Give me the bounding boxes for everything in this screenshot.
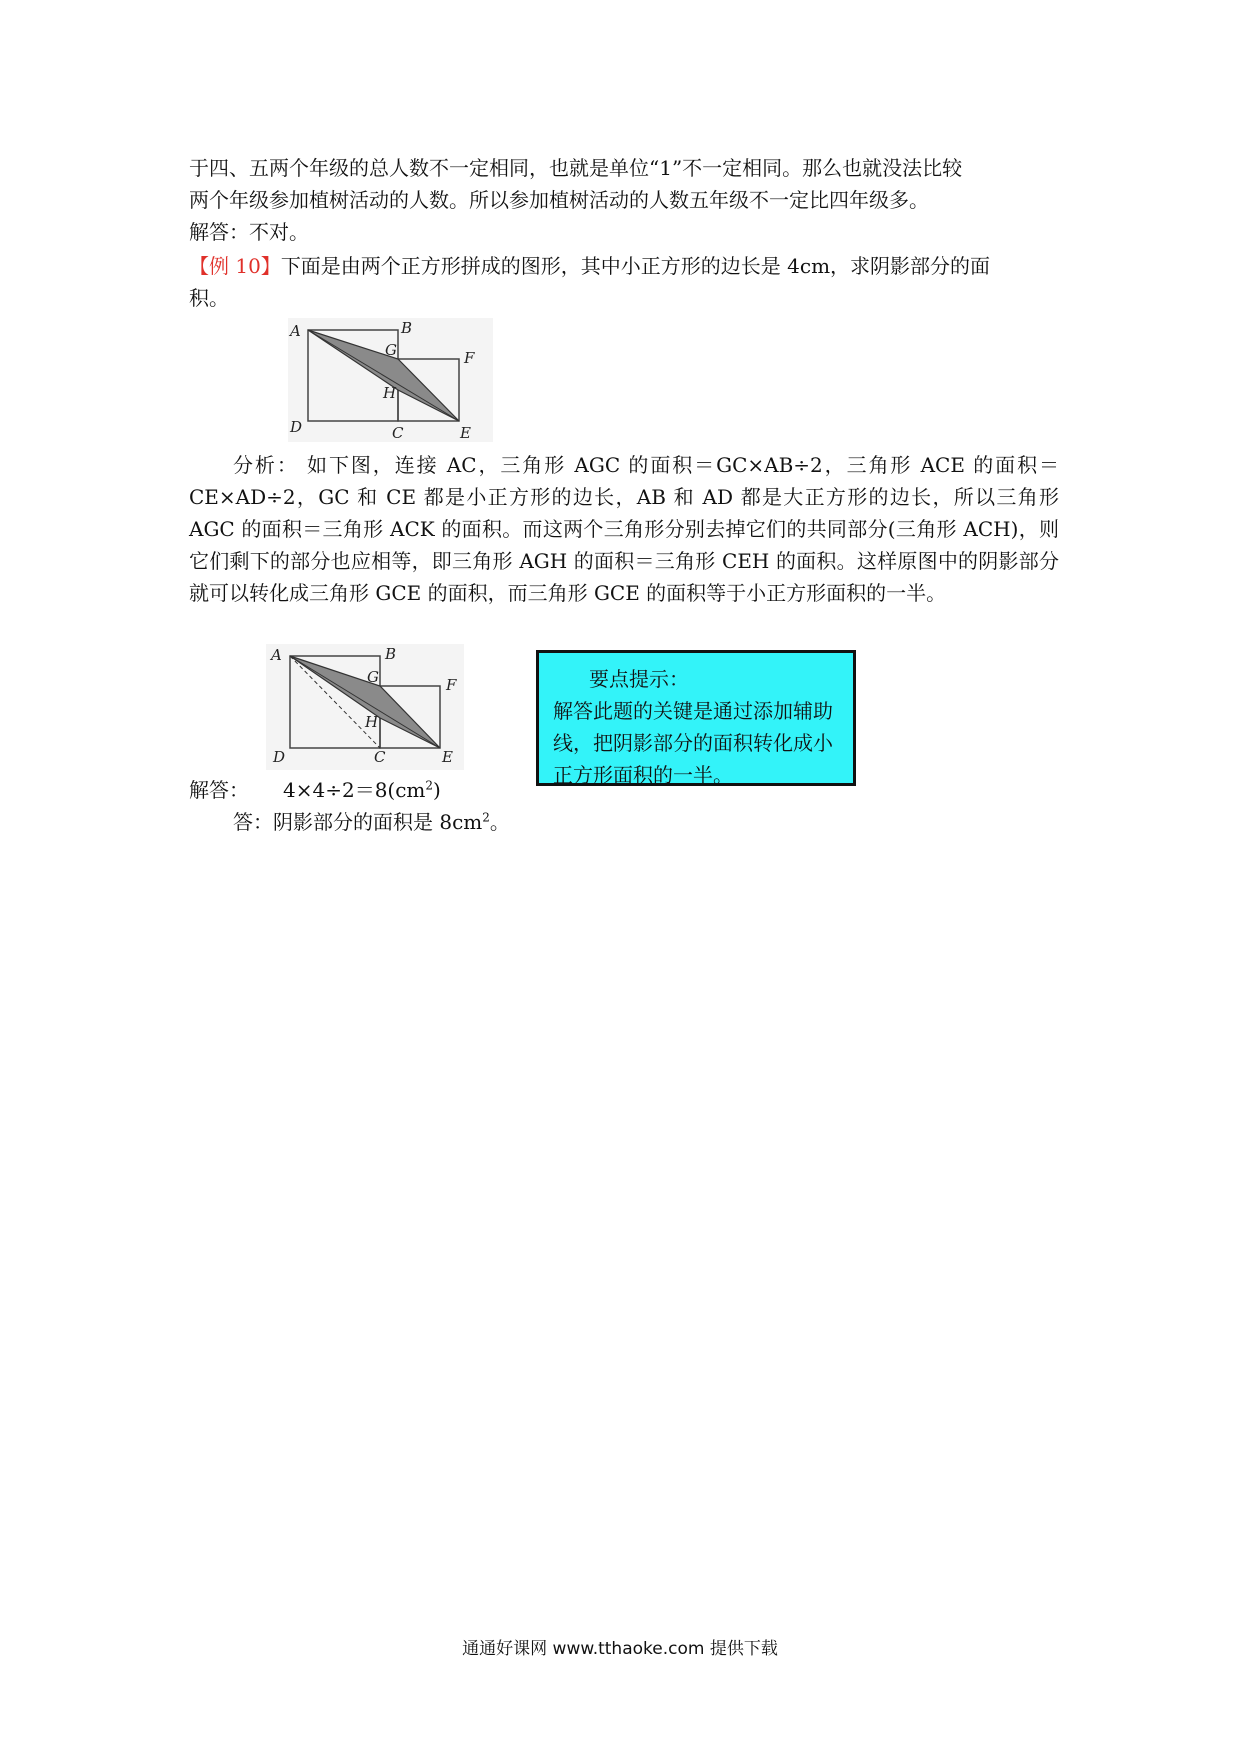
label-b: B xyxy=(401,319,413,337)
page-footer: 通通好课网 www.tthaoke.com 提供下载 xyxy=(462,1639,778,1659)
intro-line-1: 于四、五两个年级的总人数不一定相同，也就是单位“1”不一定相同。那么也就没法比较 xyxy=(189,156,963,180)
label-f: F xyxy=(446,676,457,694)
solution-formula: 4×4÷2＝8(cm xyxy=(283,778,426,802)
label-a: A xyxy=(290,322,301,340)
intro-answer: 解答：不对。 xyxy=(189,220,309,244)
solution-formula-sup: 2 xyxy=(425,778,434,793)
final-answer-line xyxy=(233,806,510,838)
intro-line-2: 两个年级参加植树活动的人数。所以参加植树活动的人数五年级不一定比四年级多。 xyxy=(189,188,929,212)
label-g: G xyxy=(367,668,379,686)
solution-label: 解答： xyxy=(189,778,249,802)
label-g: G xyxy=(385,341,397,359)
final-answer: 答：阴影部分的面积是 8cm xyxy=(233,810,483,834)
final-answer-sup: 2 xyxy=(482,810,490,825)
label-h: H xyxy=(365,713,379,731)
final-answer-end: 。 xyxy=(489,810,510,834)
label-a: A xyxy=(271,646,282,664)
label-h: H xyxy=(383,384,397,402)
key-point-box xyxy=(536,650,856,786)
example-question-text: 下面是由两个正方形拼成的图形，其中小正方形的边长是 4cm，求阴影部分的面 xyxy=(280,254,991,278)
label-d: D xyxy=(273,748,286,766)
example-question-line-2: 积。 xyxy=(189,286,229,310)
label-c: C xyxy=(392,424,404,442)
label-c: C xyxy=(374,748,386,766)
label-e: E xyxy=(460,424,471,442)
solution-line xyxy=(189,774,441,806)
label-e: E xyxy=(442,748,453,766)
label-d: D xyxy=(290,418,303,436)
key-point-body: 解答此题的关键是通过添加辅助线，把阴影部分的面积转化成小正方形面积的一半。 xyxy=(553,699,833,787)
figure-squares-1 xyxy=(288,318,493,442)
solution-formula-end: ) xyxy=(433,778,441,802)
label-f: F xyxy=(464,349,475,367)
figure-squares-2 xyxy=(266,644,464,770)
key-point-title: 要点提示： xyxy=(589,667,689,691)
example-question-line-1 xyxy=(189,250,990,282)
analysis-paragraph: 分析： 如下图，连接 AC，三角形 AGC 的面积＝GC×AB÷2，三角形 ACE 的面积＝CE×AD÷2，GC 和 CE 都是小正方形的边长，AB 和 AD 都是大正方形的边长，所以三角形 AGC 的面积＝三角形 ACK 的面积。而这两个三角形分别去掉它们的共同部分(三角形 ACH)，则它们剩下的部分也应相等，即三角形 AGH 的面积＝三角形 CEH 的面积。这样原图中的阴影部分就可以转化成三角形 GCE 的面积，而三角形 GCE 的面积等于小正方形面积的一半。 xyxy=(189,453,1059,605)
label-b: B xyxy=(385,645,397,663)
example-tag: 【例 10】 xyxy=(189,254,281,278)
